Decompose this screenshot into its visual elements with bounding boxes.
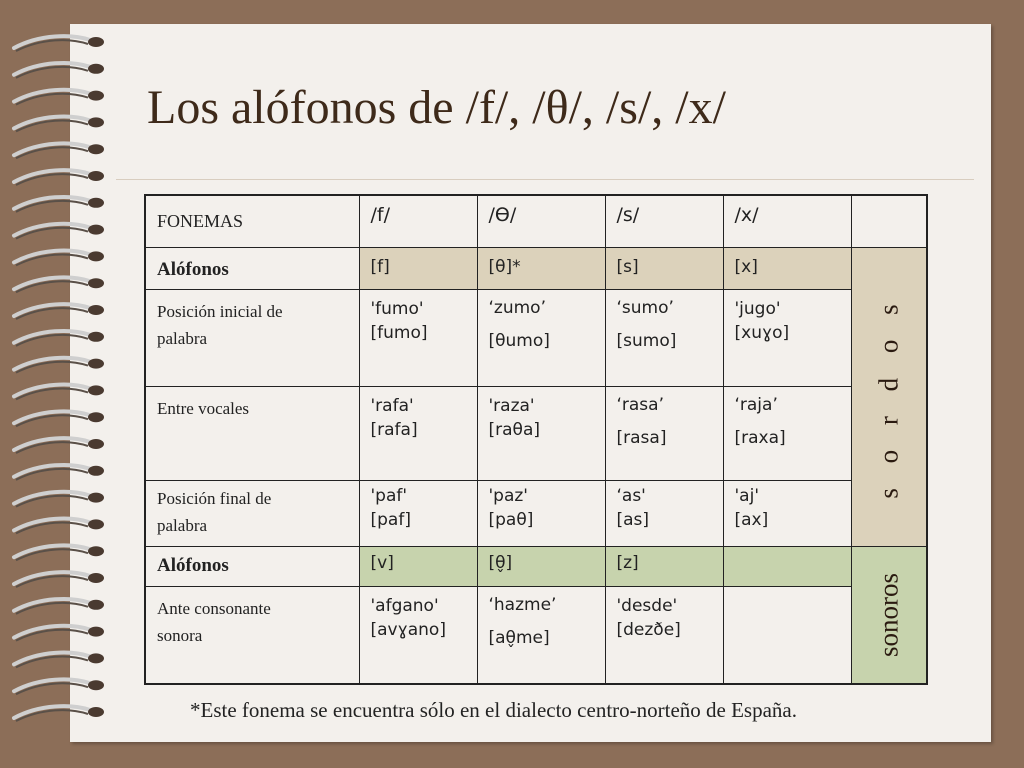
- table-row: [145, 247, 927, 289]
- example-cell: [723, 386, 851, 480]
- example-word: ‘zumo’: [488, 297, 546, 318]
- empty-cell: [723, 586, 851, 684]
- sordos-cell: [851, 247, 927, 546]
- row-label-line: sonora: [157, 625, 203, 645]
- row-label: [145, 480, 359, 546]
- table-row: [145, 386, 927, 480]
- header-label: FONEMAS: [145, 195, 359, 247]
- phoneme-header: /x/: [723, 195, 851, 247]
- phoneme-header: /f/: [359, 195, 477, 247]
- row-label: [145, 289, 359, 386]
- allophone-cell: [θ̬]: [477, 546, 605, 586]
- row-label: Entre vocales: [145, 386, 359, 480]
- example-cell: [477, 586, 605, 684]
- example-ipa: [sumo]: [616, 330, 677, 351]
- example-cell: [605, 480, 723, 546]
- example-ipa: [paθ]: [488, 509, 534, 530]
- table-row: [145, 289, 927, 386]
- sonoros-cell: [851, 546, 927, 684]
- allophone-cell: [z]: [605, 546, 723, 586]
- example-word: 'paf': [370, 485, 408, 506]
- example-ipa: [rafa]: [370, 419, 418, 440]
- allophone-cell: [x]: [723, 247, 851, 289]
- example-ipa: [avɣano]: [370, 619, 446, 640]
- example-cell: [723, 289, 851, 386]
- example-word: ‘as': [616, 485, 646, 506]
- row-label-line: Posición final de: [157, 488, 272, 508]
- footnote: *Este fonema se encuentra sólo en el dialecto centro-norteño de España.: [190, 698, 798, 722]
- row-label-line: palabra: [157, 515, 208, 535]
- allophone-cell: [θ]*: [477, 247, 605, 289]
- example-ipa: [raxa]: [734, 427, 786, 448]
- example-cell: [359, 289, 477, 386]
- example-cell: [477, 289, 605, 386]
- allophone-cell: [f]: [359, 247, 477, 289]
- table-row: [145, 586, 927, 684]
- divider: [116, 179, 974, 180]
- example-ipa: [raθa]: [488, 419, 540, 440]
- spiral-binding-icon: [10, 24, 110, 742]
- row-label: [145, 586, 359, 684]
- sonoros-label: sonoros: [873, 572, 904, 657]
- example-cell: [605, 586, 723, 684]
- example-cell: [477, 480, 605, 546]
- table-row: [145, 480, 927, 546]
- example-word: ‘hazme’: [488, 594, 557, 615]
- table-row: [145, 546, 927, 586]
- row-label-line: Ante consonante: [157, 598, 271, 618]
- example-word: 'aj': [734, 485, 759, 506]
- example-cell: [477, 386, 605, 480]
- table-row: [145, 195, 927, 247]
- example-word: 'rafa': [370, 395, 414, 416]
- allophone-cell: [v]: [359, 546, 477, 586]
- phoneme-header: /Ɵ/: [477, 195, 605, 247]
- example-cell: [359, 586, 477, 684]
- example-word: ‘rasa’: [616, 394, 664, 415]
- phoneme-header: /s/: [605, 195, 723, 247]
- example-word: 'desde': [616, 595, 678, 616]
- example-ipa: [dezðe]: [616, 619, 681, 640]
- example-ipa: [as]: [616, 509, 650, 530]
- allophone-cell: [723, 546, 851, 586]
- example-ipa: [xuɣo]: [734, 322, 790, 343]
- allophones-table: [144, 194, 928, 685]
- row-label-line: palabra: [157, 328, 208, 348]
- example-word: 'jugo': [734, 298, 781, 319]
- example-cell: [605, 386, 723, 480]
- row-label-line: Posición inicial de: [157, 301, 283, 321]
- sordos-label: s o r d o s: [873, 294, 904, 499]
- example-ipa: [θumo]: [488, 330, 550, 351]
- example-word: 'afgano': [370, 595, 439, 616]
- example-word: 'raza': [488, 395, 535, 416]
- example-cell: [723, 480, 851, 546]
- row-label: Alófonos: [145, 247, 359, 289]
- page-title: Los alófonos de /f/, /θ/, /s/, /x/: [147, 81, 726, 134]
- example-word: ‘raja’: [734, 394, 778, 415]
- allophone-cell: [s]: [605, 247, 723, 289]
- row-label: Alófonos: [145, 546, 359, 586]
- example-cell: [359, 386, 477, 480]
- example-ipa: [rasa]: [616, 427, 667, 448]
- example-cell: [605, 289, 723, 386]
- example-word: 'fumo': [370, 298, 424, 319]
- example-word: ‘sumo’: [616, 297, 674, 318]
- example-cell: [359, 480, 477, 546]
- example-ipa: [paf]: [370, 509, 411, 530]
- example-word: 'paz': [488, 485, 528, 506]
- example-ipa: [aθ̬me]: [488, 627, 550, 648]
- example-ipa: [ax]: [734, 509, 769, 530]
- example-ipa: [fumo]: [370, 322, 428, 343]
- empty-cell: [851, 195, 927, 247]
